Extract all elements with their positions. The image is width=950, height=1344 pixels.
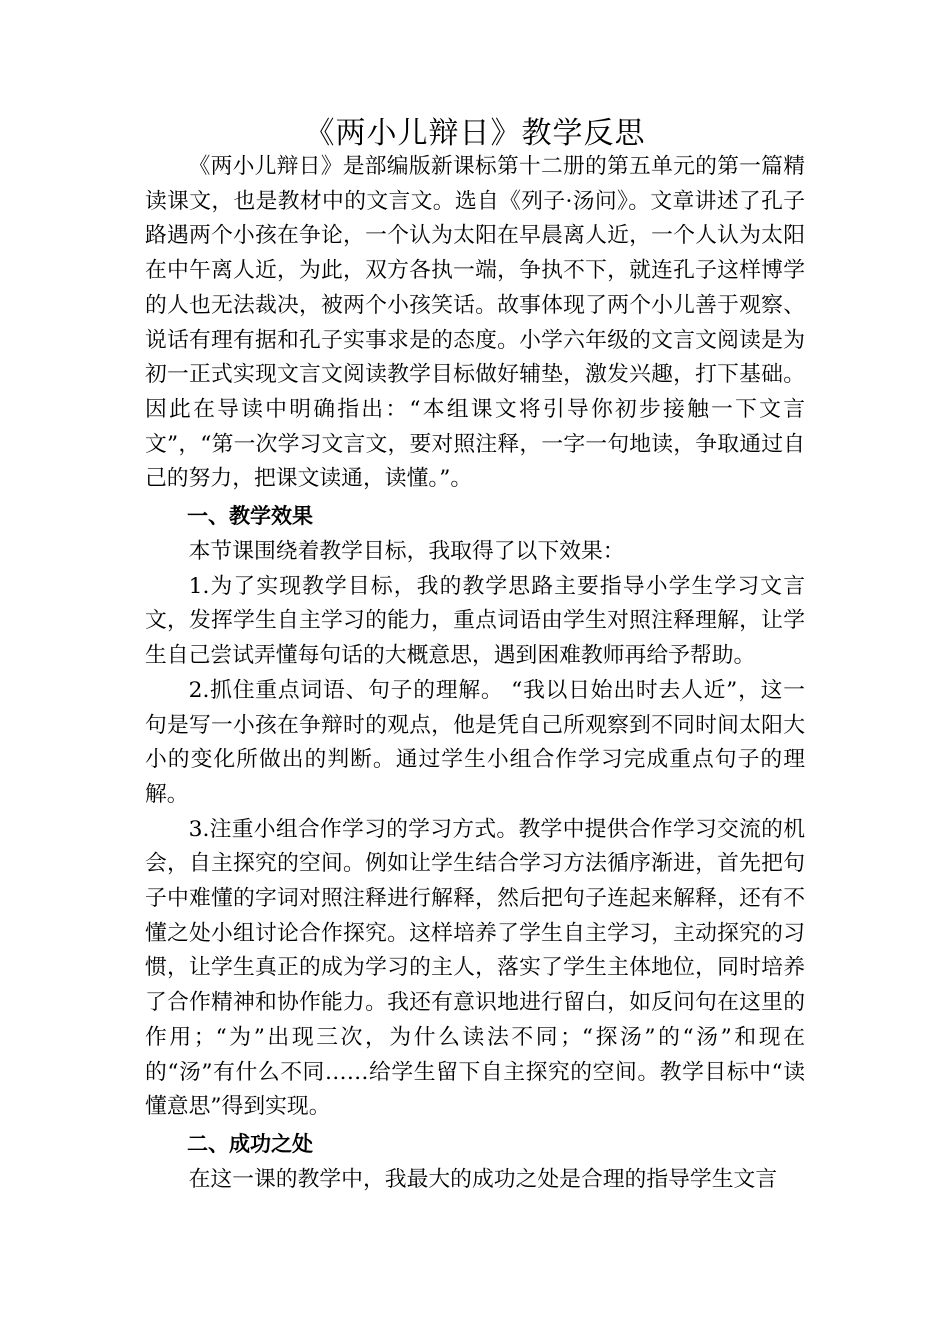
section-heading-success: 二、成功之处 <box>187 1131 313 1156</box>
point-1-paragraph: 1.为了实现教学目标，我的教学思路主要指导小学生学习文言文，发挥学生自主学习的能力，重点词语由学生对照注释理解，让学生自己尝试弄懂每句话的大概意思，遇到困难教师再给予帮助。 <box>145 573 805 669</box>
document-body <box>145 150 805 1198</box>
intro-paragraph: 《两小儿辩日》是部编版新课标第十二册的第五单元的第一篇精读课文，也是教材中的文言文。选自《列子·汤问》。文章讲述了孔子路遇两个小孩在争论，一个认为太阳在早晨离人近，一个人认为太阳在中午离人近，为此，双方各执一端，争执不下，就连孔子这样博学的人也无法裁决，被两个小孩笑话。故事体现了两个小儿善于观察、说话有理有据和孔子实事求是的态度。小学六年级的文言文阅读是为初一正式实现文言文阅读教学目标做好辅垫，激发兴趣，打下基础。因此在导读中明确指出：“本组课文将引导你初步接触一下文言文”，“第一次学习文言文，要对照注释，一字一句地读，争取通过自己的努力，把课文读通，读懂。”。 <box>145 154 805 492</box>
point-3-paragraph: 3.注重小组合作学习的学习方式。教学中提供合作学习交流的机会，自主探究的空间。例如让学生结合学习方法循序渐进，首先把句子中难懂的字词对照注释进行解释，然后把句子连起来解释，还有不懂之处小组讨论合作探究。这样培养了学生自主学习，主动探究的习惯，让学生真正的成为学习的主人，落实了学生主体地位，同时培养了合作精神和协作能力。我还有意识地进行留白，如反问句在这里的作用；“为”出现三次，为什么读法不同；“探汤”的“汤”和现在的“汤”有什么不同……给学生留下自主探究的空间。教学目标中“读懂意思”得到实现。 <box>145 816 805 1120</box>
section-heading-teaching-effect: 一、教学效果 <box>187 504 313 529</box>
point-2-paragraph: 2.抓住重点词语、句子的理解。 “我以日始出时去人近”，这一句是写一小孩在争辩时的观点，他是凭自己所观察到不同时间太阳大小的变化所做出的判断。通过学生小组合作学习完成重点句子的理解。 <box>145 677 805 807</box>
document-title: 《两小儿辩日》教学反思 <box>304 116 646 151</box>
section2-paragraph: 在这一课的教学中，我最大的成功之处是合理的指导学生文言 <box>188 1166 778 1192</box>
section1-lead-paragraph: 本节课围绕着教学目标，我取得了以下效果： <box>188 539 625 565</box>
